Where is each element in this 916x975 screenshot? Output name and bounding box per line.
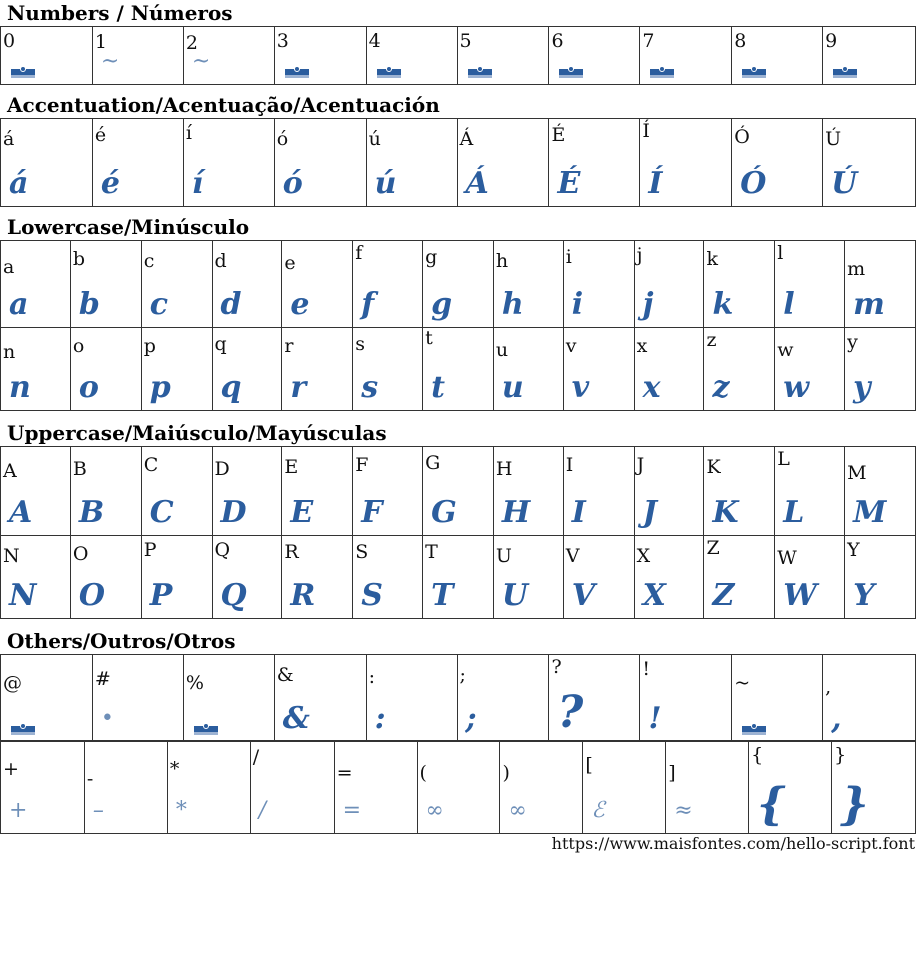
font-glyph-sample: ℰ [591,798,605,823]
character-label: ( [419,762,427,784]
glyph-cell [635,534,705,619]
glyph-cell [775,326,845,411]
glyph-cell [1,447,71,536]
font-glyph-sample: o [78,370,99,405]
missing-glyph-icon [285,66,309,78]
character-label: M [847,462,867,484]
accents-title: Accentuation/Acentuação/Acentuación [7,93,440,117]
character-label: ; [459,664,466,686]
glyph-cell [832,741,916,834]
glyph-cell [549,655,640,742]
glyph-cell [1,326,71,411]
character-label: + [3,758,19,780]
font-glyph-sample: R [290,578,316,613]
character-label: É [551,124,566,146]
glyph-cell [635,326,705,411]
missing-glyph-icon [559,66,583,78]
character-label: a [3,256,15,278]
font-glyph-sample: n [9,370,31,405]
glyph-cell [1,241,71,328]
glyph-cell [418,741,501,834]
font-glyph-sample: c [149,287,168,322]
numbers-grid [0,26,916,85]
character-label: u [495,339,509,361]
glyph-cell [704,326,775,411]
character-label: { [751,744,764,766]
font-glyph-sample: y [853,370,871,405]
character-label: Ú [825,128,842,150]
font-glyph-sample: U [501,578,529,613]
character-label: 8 [734,30,747,52]
numbers-title: Numbers / Números [7,1,233,25]
character-label: - [86,768,94,790]
character-label: ú [368,128,381,150]
glyph-cell [494,447,564,536]
font-glyph-sample: ≈ [674,798,693,823]
font-glyph-sample: q [220,370,242,405]
font-glyph-sample: Y [853,578,875,613]
font-glyph-sample: g [431,287,453,322]
character-label: Ó [734,126,750,148]
character-label: t [425,327,433,349]
font-glyph-sample: H [501,495,531,530]
font-glyph-sample: ! [648,701,662,736]
font-glyph-sample: ∞ [508,798,527,823]
source-url[interactable]: https://www.maisfontes.com/hello-script.font [551,834,915,853]
glyph-cell [704,241,775,328]
character-label: Y [847,539,860,561]
character-label: P [143,539,157,561]
font-glyph-sample: O [78,578,105,613]
font-glyph-sample: ~ [100,49,120,74]
glyph-cell [251,741,335,834]
font-glyph-sample: + [9,798,28,823]
character-label: W [777,547,797,569]
glyph-cell [640,27,732,85]
font-glyph-sample: & [282,701,310,736]
glyph-cell [367,655,458,742]
character-label: 0 [3,30,16,52]
glyph-cell [71,326,142,411]
glyph-cell [704,447,775,536]
glyph-cell [142,534,213,619]
character-label: z [706,329,717,351]
character-label: % [185,672,204,694]
missing-glyph-icon [377,66,401,78]
font-glyph-sample: d [220,287,242,322]
others-grid-row2 [0,740,916,834]
character-label: l [777,242,784,264]
glyph-cell [184,27,275,85]
glyph-cell [494,241,564,328]
character-label: 2 [185,32,198,54]
glyph-cell [367,27,458,85]
character-label: L [777,448,790,470]
font-glyph-sample: W [783,578,817,613]
character-label: Á [459,128,474,150]
character-label: 6 [551,30,564,52]
character-label: í [185,122,192,144]
missing-glyph-icon [468,66,492,78]
character-label: ! [642,658,650,680]
glyph-cell [423,241,494,328]
glyph-cell [1,741,85,834]
character-label: s [355,333,365,355]
font-glyph-sample: ? [557,687,584,738]
character-label: 7 [642,30,655,52]
character-label: c [143,250,155,272]
character-label: / [252,746,260,768]
glyph-cell [732,27,823,85]
font-glyph-sample: – [92,798,104,823]
glyph-cell [845,534,916,619]
glyph-cell [1,534,71,619]
font-glyph-sample: ú [374,166,397,201]
character-label: H [495,458,513,480]
missing-glyph-icon [742,723,766,735]
character-label: i [565,246,572,268]
font-glyph-sample: Í [648,166,663,201]
uppercase-title: Uppercase/Maiúsculo/Mayúsculas [7,421,387,445]
font-glyph-sample: Z [712,578,735,613]
font-glyph-sample: / [258,798,267,823]
character-label: y [847,331,858,353]
character-label: G [425,452,441,474]
character-label: j [636,244,643,266]
font-glyph-sample: , [831,701,842,736]
glyph-cell [564,447,635,536]
font-glyph-sample: = [342,798,362,823]
character-label: = [336,762,353,784]
missing-glyph-icon [650,66,674,78]
glyph-cell [423,326,494,411]
character-label: S [355,541,369,563]
character-label: } [834,744,847,766]
font-glyph-sample: í [191,166,204,201]
font-glyph-sample: • [100,706,114,731]
character-label: O [72,543,89,565]
character-label: 5 [459,30,472,52]
glyph-cell [213,534,283,619]
glyph-cell [458,27,550,85]
font-glyph-sample: M [853,495,887,530]
character-label: n [3,341,16,363]
character-label: & [276,664,294,686]
font-glyph-sample: A [9,495,33,530]
font-glyph-sample: p [149,370,171,405]
glyph-cell [85,741,168,834]
font-glyph-sample: N [9,578,37,613]
glyph-cell [845,326,916,411]
character-label: q [214,333,227,355]
missing-glyph-icon [11,66,35,78]
character-label: E [284,456,299,478]
font-glyph-sample: i [571,287,584,322]
glyph-cell [500,741,583,834]
character-label: C [143,454,159,476]
glyph-cell [275,27,367,85]
character-label: o [72,335,85,357]
glyph-cell [142,326,213,411]
font-glyph-sample: r [290,370,307,405]
font-glyph-sample: k [712,287,734,322]
glyph-cell [423,447,494,536]
font-glyph-sample: x [642,370,661,405]
font-glyph-sample: Á [465,166,489,201]
character-label: # [94,668,111,690]
character-label: b [72,248,86,270]
character-label: D [214,458,230,480]
missing-glyph-icon [11,723,35,735]
glyph-cell [845,447,916,536]
character-label: e [284,252,296,274]
character-label: v [565,335,577,357]
font-glyph-sample: é [100,166,120,201]
glyph-cell [353,326,423,411]
glyph-cell [275,119,367,207]
font-glyph-sample: Q [220,578,247,613]
lowercase-title: Lowercase/Minúsculo [7,215,250,239]
font-glyph-sample: X [642,578,666,613]
character-label: J [636,454,645,476]
glyph-cell [549,119,640,207]
glyph-cell [1,655,93,742]
glyph-cell [564,326,635,411]
character-label: k [706,248,718,270]
glyph-cell [583,741,666,834]
character-label: R [284,541,299,563]
character-label: 3 [276,30,289,52]
font-glyph-sample: v [571,370,590,405]
glyph-cell [353,241,423,328]
font-glyph-sample: f [361,287,375,322]
accents-grid [0,118,916,207]
character-label: g [425,246,438,268]
glyph-cell [93,27,184,85]
font-glyph-sample: C [149,495,174,530]
glyph-cell [823,27,916,85]
missing-glyph-icon [833,66,857,78]
character-label: ] [668,762,676,784]
glyph-cell [282,447,353,536]
font-glyph-sample: a [9,287,29,322]
glyph-cell [71,447,142,536]
uppercase-grid-row1 [0,446,916,536]
font-glyph-sample: V [571,578,596,613]
character-label: B [72,458,87,480]
glyph-cell [353,447,423,536]
character-label: ? [551,656,562,678]
character-label: , [825,676,832,698]
glyph-cell [282,534,353,619]
character-label: x [636,335,648,357]
glyph-cell [71,534,142,619]
character-label: A [3,460,17,482]
character-label: d [214,250,227,272]
font-glyph-sample: j [642,287,654,322]
font-glyph-sample: * [175,798,187,823]
character-label: Z [706,537,720,559]
character-label: ó [276,128,289,150]
others-grid-row1 [0,654,916,742]
font-glyph-sample: w [783,370,810,405]
glyph-cell [184,655,275,742]
font-glyph-sample: Ú [831,166,858,201]
character-label: h [495,250,509,272]
font-glyph-sample: P [149,578,173,613]
font-glyph-sample: b [78,287,100,322]
glyph-cell [282,326,353,411]
character-label: f [355,242,363,264]
font-glyph-sample: : [374,701,386,736]
character-label: ) [502,762,510,784]
character-label: : [368,666,376,688]
glyph-cell [749,741,832,834]
font-glyph-sample: I [571,495,586,530]
glyph-cell [640,655,732,742]
font-glyph-sample: T [431,578,454,613]
glyph-cell [142,447,213,536]
glyph-cell [640,119,732,207]
uppercase-grid-row2 [0,534,916,619]
glyph-cell [635,447,705,536]
glyph-cell [666,741,749,834]
font-glyph-sample: u [501,370,524,405]
font-glyph-sample: K [712,495,739,530]
font-glyph-sample: h [501,287,524,322]
character-label: @ [3,672,22,694]
character-label: T [425,541,438,563]
glyph-cell [732,655,823,742]
glyph-cell [704,534,775,619]
glyph-cell [213,447,283,536]
glyph-cell [367,119,458,207]
glyph-cell [494,534,564,619]
character-label: I [565,454,574,476]
character-label: X [636,545,651,567]
font-glyph-sample: G [431,495,457,530]
font-glyph-sample: z [712,370,730,405]
font-glyph-sample: É [557,166,581,201]
font-glyph-sample: e [290,287,310,322]
glyph-cell [564,241,635,328]
character-label: 1 [94,31,107,53]
glyph-cell [71,241,142,328]
glyph-cell [549,27,640,85]
character-label: r [284,335,294,357]
glyph-cell [845,241,916,328]
character-label: * [169,758,180,780]
font-glyph-sample: L [783,495,805,530]
glyph-cell [353,534,423,619]
font-glyph-sample: á [9,166,29,201]
character-label: w [777,339,794,361]
font-glyph-sample: s [361,370,379,405]
glyph-cell [184,119,275,207]
character-label: p [143,335,156,357]
glyph-cell [93,119,184,207]
font-glyph-sample: D [220,495,247,530]
glyph-cell [213,326,283,411]
glyph-cell [635,241,705,328]
missing-glyph-icon [742,66,766,78]
character-label: F [355,454,369,476]
font-glyph-sample: ~ [191,49,211,74]
lowercase-grid-row1 [0,240,916,328]
font-glyph-sample: J [642,495,657,530]
missing-glyph-icon [194,723,218,735]
glyph-cell [494,326,564,411]
glyph-cell [823,119,916,207]
character-label: é [94,124,107,146]
glyph-cell [775,534,845,619]
character-label: U [495,545,512,567]
glyph-cell [775,447,845,536]
glyph-cell [423,534,494,619]
font-glyph-sample: ∞ [425,798,444,823]
font-glyph-sample: t [431,370,445,405]
glyph-cell [275,655,367,742]
font-glyph-sample: { [757,779,786,830]
font-glyph-sample: ; [465,701,477,736]
font-glyph-sample: E [290,495,314,530]
character-label: N [3,545,20,567]
glyph-cell [213,241,283,328]
glyph-cell [93,655,184,742]
character-label: 9 [825,30,838,52]
glyph-cell [732,119,823,207]
glyph-cell [458,119,550,207]
others-title: Others/Outros/Otros [7,629,236,653]
font-glyph-sample: Ó [740,166,767,201]
glyph-cell [458,655,550,742]
font-glyph-sample: ó [282,166,303,201]
glyph-cell [1,119,93,207]
glyph-cell [168,741,251,834]
glyph-cell [282,241,353,328]
font-glyph-sample: m [853,287,885,322]
glyph-cell [335,741,418,834]
glyph-cell [823,655,916,742]
character-label: ~ [734,672,751,694]
font-glyph-sample: S [361,578,383,613]
font-glyph-sample: } [840,779,869,830]
character-label: á [3,128,15,150]
font-glyph-sample: B [78,495,105,530]
glyph-cell [1,27,93,85]
character-label: Q [214,539,231,561]
character-label: K [706,456,721,478]
lowercase-grid-row2 [0,326,916,411]
character-label: [ [585,754,593,776]
character-label: m [847,258,866,280]
font-glyph-sample: l [783,287,795,322]
font-glyph-sample: F [361,495,383,530]
glyph-cell [775,241,845,328]
character-label: Í [642,120,650,142]
character-label: V [565,545,580,567]
glyph-cell [142,241,213,328]
character-label: 4 [368,30,381,52]
glyph-cell [564,534,635,619]
